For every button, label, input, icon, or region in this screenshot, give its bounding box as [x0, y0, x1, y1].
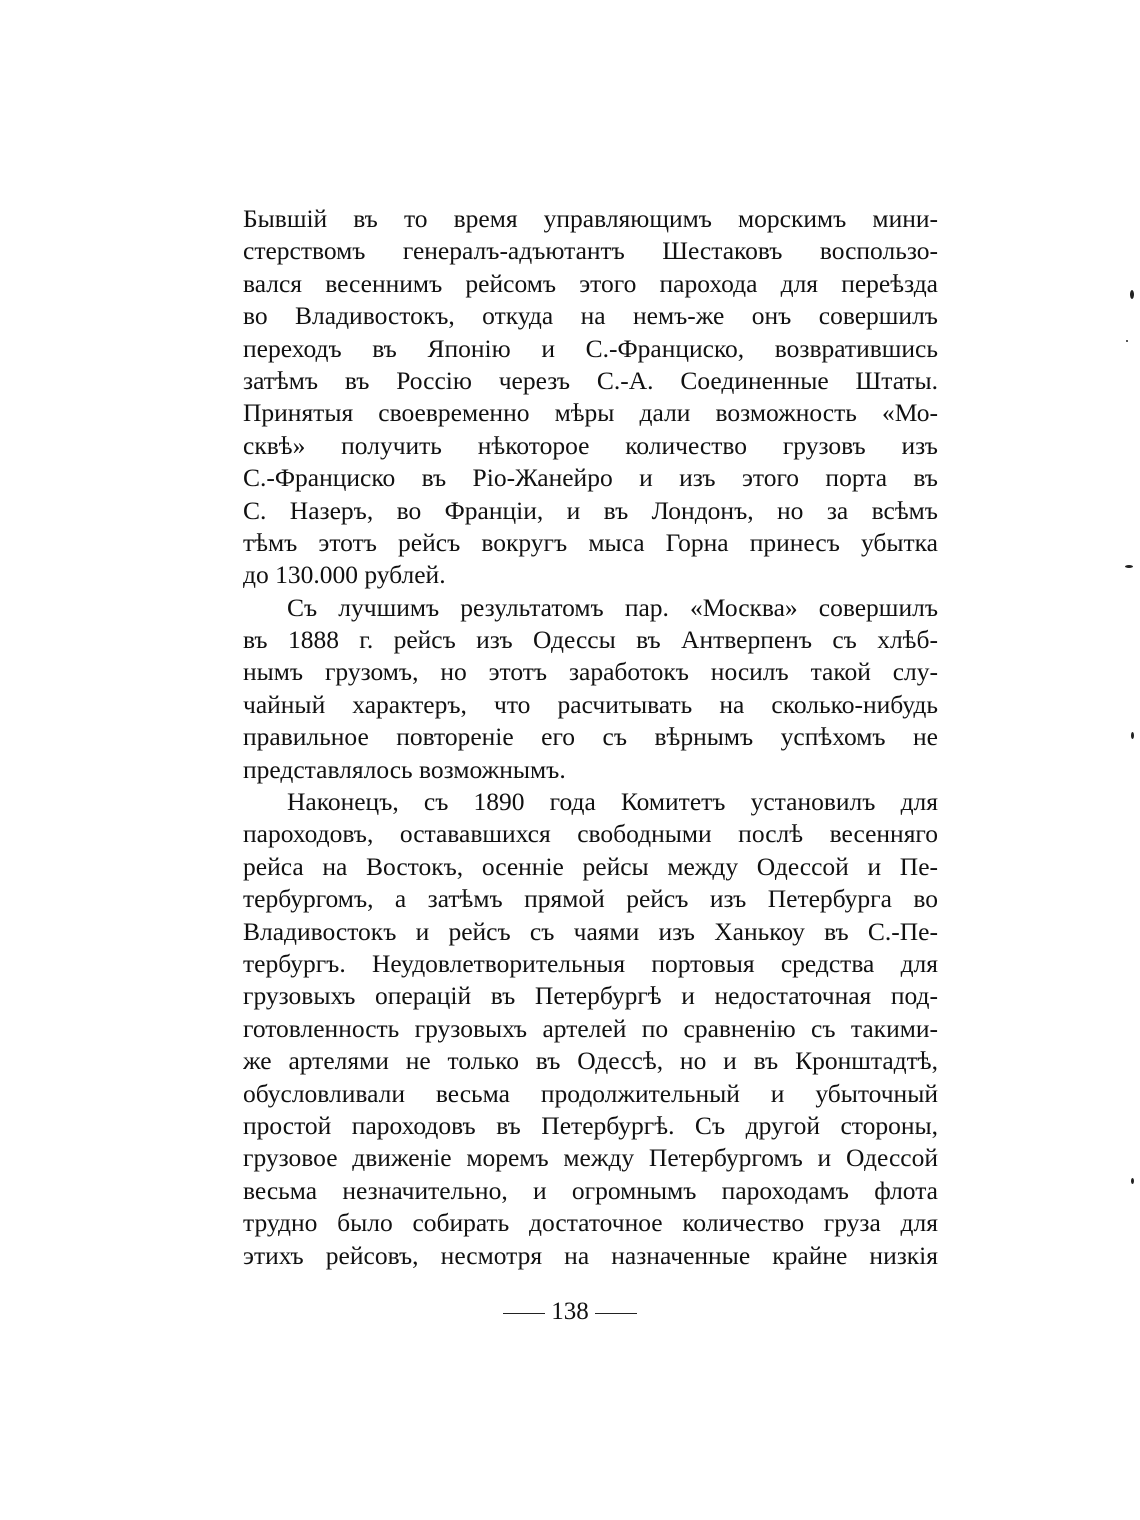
text-line: Владивостокъ и рейсъ съ чаями изъ Ханькоу въ С.-Пе-: [243, 916, 938, 946]
dash-left: [503, 1313, 545, 1314]
text-line: во Владивостокъ, откуда на немъ-же онъ совершилъ: [243, 301, 938, 331]
scan-speck: [1130, 290, 1134, 299]
text-line: же артелями не только въ Одессѣ, но и въ Кронштадтѣ,: [243, 1046, 938, 1076]
text-line: чайный характеръ, что расчитывать на сколько-нибудь: [243, 689, 938, 719]
paragraph-2: [243, 592, 938, 786]
text-line: Принятыя своевременно мѣры дали возможность «Мо-: [243, 398, 938, 428]
text-line: простой пароходовъ въ Петербургѣ. Съ другой стороны,: [243, 1110, 938, 1140]
text-line: обусловливали весьма продолжительный и убыточный: [243, 1078, 938, 1108]
text-line: грузовыхъ операцій въ Петербургѣ и недостаточная под-: [243, 981, 938, 1011]
scan-speck: [1126, 340, 1128, 342]
text-line: весьма незначительно, и огромнымъ пароходамъ флота: [243, 1175, 938, 1205]
text-line: въ 1888 г. рейсъ изъ Одессы въ Антверпенъ съ хлѣб-: [243, 625, 938, 655]
paragraph-1: [243, 203, 938, 592]
text-line: этихъ рейсовъ, несмотря на назначенные крайне низкія: [243, 1240, 938, 1270]
text-line: сквѣ» получить нѣкоторое количество грузовъ изъ: [243, 430, 938, 460]
text-line: тербургъ. Неудовлетворительныя портовыя средства для: [243, 948, 938, 978]
text-line: готовленность грузовыхъ артелей по сравненію съ такими-: [243, 1013, 938, 1043]
text-line: переходъ въ Японію и С.-Франциско, возвратившись: [243, 333, 938, 363]
text-line: С.-Франциско въ Ріо-Жанейро и изъ этого порта въ: [243, 463, 938, 493]
text-line: трудно было собирать достаточное количество груза для: [243, 1208, 938, 1238]
text-line: Наконецъ, съ 1890 года Комитетъ установилъ для: [287, 787, 938, 817]
dash-right: [595, 1313, 637, 1314]
text-line: стерствомъ генералъ-адъютантъ Шестаковъ воспользо-: [243, 236, 938, 266]
paragraph-3: [243, 786, 938, 1272]
text-line: нымъ грузомъ, но этотъ заработокъ носилъ такой слу-: [243, 657, 938, 687]
text-line: затѣмъ въ Россію черезъ С.-А. Соединенные Штаты.: [243, 365, 938, 395]
text-line: тѣмъ этотъ рейсъ вокругъ мыса Горна принесъ убытка: [243, 527, 938, 557]
scan-speck: [1131, 1178, 1134, 1184]
text-line: представлялось возможнымъ.: [243, 754, 566, 784]
text-line: Бывшій въ то время управляющимъ морскимъ мини-: [243, 204, 938, 233]
text-line: рейса на Востокъ, осенніе рейсы между Одессой и Пе-: [243, 851, 938, 881]
text-line: вался весеннимъ рейсомъ этого парохода для переѣзда: [243, 268, 938, 298]
text-line: грузовое движеніе моремъ между Петербургомъ и Одессой: [243, 1143, 938, 1173]
scan-speck: [1125, 565, 1133, 568]
text-line: правильное повтореніе его съ вѣрнымъ успѣхомъ не: [243, 722, 938, 752]
page-number-value: 138: [551, 1298, 589, 1325]
text-line: тербургомъ, а затѣмъ прямой рейсъ изъ Петербурга во: [243, 884, 938, 914]
page-number: [470, 1297, 670, 1327]
text-line: до 130.000 рублей.: [243, 560, 446, 590]
text-line: С. Назеръ, во Франціи, и въ Лондонъ, но за всѣмъ: [243, 495, 938, 525]
text-line: пароходовъ, остававшихся свободными послѣ весенняго: [243, 819, 938, 849]
scan-speck: [1131, 732, 1134, 739]
body-text: [243, 203, 938, 1272]
text-line: Съ лучшимъ результатомъ пар. «Москва» совершилъ: [287, 592, 938, 622]
